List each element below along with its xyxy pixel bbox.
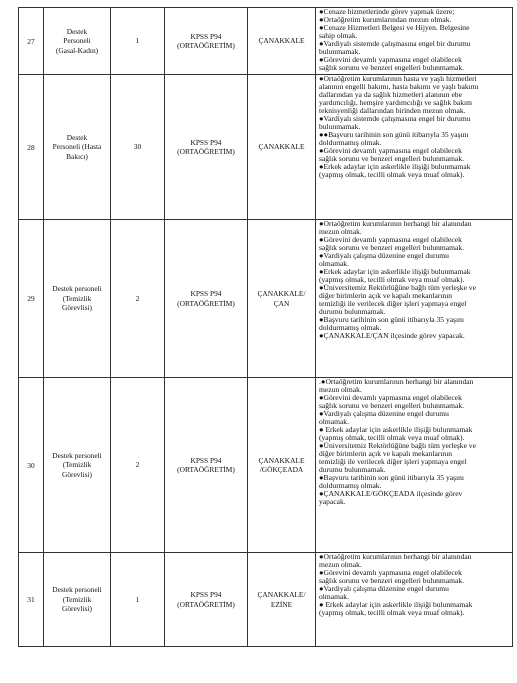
position-title: Destek personeli (Temizlik Görevlisi) [44, 553, 111, 647]
position-count: 1 [111, 8, 165, 75]
table-row [19, 8, 513, 75]
location: ÇANAKKALE/ ÇAN [248, 220, 316, 378]
table-row [19, 75, 513, 220]
position-count: 2 [111, 220, 165, 378]
position-count: 1 [111, 553, 165, 647]
table-row [19, 378, 513, 553]
row-number: 29 [19, 220, 44, 378]
position-title: Destek personeli (Temizlik Görevlisi) [44, 378, 111, 553]
kpss-score-type: KPSS P94 (ORTAÖĞRETİM) [165, 8, 248, 75]
position-title: Destek personeli (Temizlik Görevlisi) [44, 220, 111, 378]
requirements: ●Ortaöğretim kurumlarının hasta ve yaşlı hizmetleri alanının engelli bakımı, hasta bakımı ve yaşlı bakımı dallarından ya da sağlık hizmetleri alanının ebe yardımcılığı, hemşire yardımcılığı ve sağlık bakım teknisyenliği dallarından birinden mezun olmak. ●Vardiyalı sistemde çalışmasına engel bir durumu bulunmamak. ●●Başvuru tarihinin son günü itibarıyla 35 yaşını doldurmamış olmak. ●Görevini devamlı yapmasına engel olabilecek sağlık sorunu ve benzeri engelleri bulunmamak. ●Erkek adaylar için askerlikle ilişiği bulunmamak (yapmış olmak, tecilli olmak veya muaf olmak). [316, 75, 513, 220]
table-row [19, 553, 513, 647]
row-number: 28 [19, 75, 44, 220]
position-title: Destek Personeli (Gasal-Kadın) [44, 8, 111, 75]
positions-table [18, 7, 513, 647]
requirements: .●Ortaöğretim kurumlarının herhangi bir alanından mezun olmak. ●Görevini devamlı yapmasına engel olabilecek sağlık sorunu ve benzeri engelleri bulunmamak. ●Vardiyalı çalışma düzenine engel durumu olmamak. ● Erkek adaylar için askerlikle ilişiği bulunmamak (yapmış olmak, tecilli olmak veya muaf olmak). ●Üniversitemiz Rektörlüğüne bağlı tüm yerleşke ve diğer birimlerin açık ve kapalı mekanlarının temizliği ile verilecek diğer işleri yapmaya engel durumu bulunmamak. ●Başvuru tarihinin son günü itibarıyla 35 yaşını doldurmamış olmak. ●ÇANAKKALE/GÖKÇEADA ilçesinde görev yapacak. [316, 378, 513, 553]
requirements: ●Cenaze hizmetlerinde görev yapmak üzere; ●Ortaöğretim kurumlarından mezun olmak. ●Cenaze Hizmetleri Belgesi ve Hijyen. Belgesine sahip olmak. ●Vardiyalı sistemde çalışmasına engel bir durumu bulunmamak. ●Görevini devamlı yapmasına engel olabilecek sağlık sorunu ve benzeri engelleri bulunmamak. [316, 8, 513, 75]
location: ÇANAKKALE [248, 75, 316, 220]
requirements: ●Ortaöğretim kurumlarının herhangi bir alanından mezun olmak. ●Görevini devamlı yapmasına engel olabilecek sağlık sorunu ve benzeri engelleri bulunmamak. ●Vardiyalı çalışma düzenine engel durumu olmamak. ●Erkek adaylar için askerlikle ilişiği bulunmamak (yapmış olmak, tecilli olmak veya muaf olmak). ●Üniversitemiz Rektörlüğüne bağlı tüm yerleşke ve diğer birimlerin açık ve kapalı mekanlarının temizliği ile verilecek diğer işleri yapmaya engel durumu bulunmamak. ●Başvuru tarihinin son günü itibarıyla 35 yaşını doldurmamış olmak. ●ÇANAKKALE/ÇAN ilçesinde görev yapacak. [316, 220, 513, 378]
row-number: 30 [19, 378, 44, 553]
position-count: 30 [111, 75, 165, 220]
kpss-score-type: KPSS P94 (ORTAÖĞRETİM) [165, 220, 248, 378]
position-count: 2 [111, 378, 165, 553]
table-row [19, 220, 513, 378]
location: ÇANAKKALE [248, 8, 316, 75]
row-number: 31 [19, 553, 44, 647]
position-title: Destek Personeli (Hasta Bakıcı) [44, 75, 111, 220]
row-number: 27 [19, 8, 44, 75]
kpss-score-type: KPSS P94 (ORTAÖĞRETİM) [165, 378, 248, 553]
kpss-score-type: KPSS P94 (ORTAÖĞRETİM) [165, 75, 248, 220]
kpss-score-type: KPSS P94 (ORTAÖĞRETİM) [165, 553, 248, 647]
location: ÇANAKKALE /GÖKÇEADA [248, 378, 316, 553]
location: ÇANAKKALE/ EZİNE [248, 553, 316, 647]
requirements: ●Ortaöğretim kurumlarının herhangi bir alanından mezun olmak. ●Görevini devamlı yapmasına engel olabilecek sağlık sorunu ve benzeri engelleri bulunmamak. ●Vardiyalı çalışma düzenine engel durumu olmamak. ● Erkek adaylar için askerlikle ilişiği bulunmamak (yapmış olmak, tecilli olmak veya muaf olmak). [316, 553, 513, 647]
